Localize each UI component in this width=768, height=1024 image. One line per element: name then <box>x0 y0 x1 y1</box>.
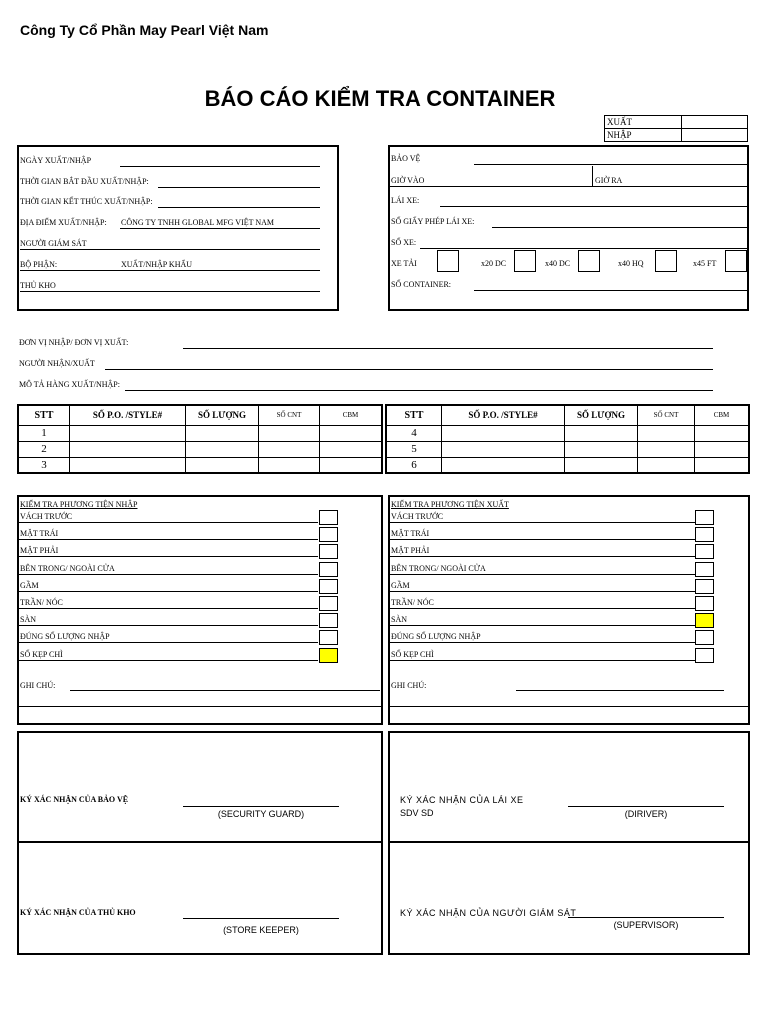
keeper-sign-label: KÝ XÁC NHẬN CỦA THỦ KHO <box>20 908 136 917</box>
description-field[interactable] <box>125 390 713 391</box>
table-row <box>18 441 382 457</box>
direction-box <box>604 115 748 142</box>
unit-label: ĐƠN VỊ NHẬP/ ĐƠN VỊ XUẤT: <box>19 338 129 347</box>
company-name: Công Ty Cổ Phần May Pearl Việt Nam <box>20 22 269 38</box>
row-stt: 5 <box>386 441 442 457</box>
keeper-sign-en: (STORE KEEPER) <box>223 925 299 935</box>
header-cnt: SỐ CNT <box>638 405 695 425</box>
checklist-item-label: MẶT PHẢI <box>20 546 59 555</box>
truck-checkbox[interactable] <box>437 250 459 272</box>
start-time-field[interactable] <box>158 187 320 188</box>
driver-field[interactable] <box>440 206 747 207</box>
po-table-right <box>385 404 750 474</box>
receiver-field[interactable] <box>105 369 713 370</box>
truck-label: XE TẢI <box>391 259 417 268</box>
divider <box>18 706 382 707</box>
row-stt: 2 <box>18 441 70 457</box>
header-stt: STT <box>18 405 70 425</box>
checklist-item-label: SÀN <box>20 615 37 624</box>
table-row <box>386 441 749 457</box>
guard-field[interactable] <box>474 164 747 165</box>
date-field[interactable] <box>120 166 320 167</box>
checklist-item-label: SỐ KẸP CHÌ <box>20 650 63 659</box>
row-stt: 1 <box>18 425 70 441</box>
po-cell[interactable] <box>70 441 186 457</box>
cnt-cell[interactable] <box>259 441 320 457</box>
qty-cell[interactable] <box>186 457 259 473</box>
cbm-cell[interactable] <box>320 457 383 473</box>
checklist-item-underline <box>18 522 318 523</box>
note-out-field[interactable] <box>516 690 724 691</box>
checklist-item-underline <box>18 608 318 609</box>
export-label: XUẤT <box>605 116 682 129</box>
supervisor-sign-label: KÝ XÁC NHẬN CỦA NGƯỜI GIÁM SÁT <box>400 908 577 918</box>
x45-checkbox[interactable] <box>725 250 747 272</box>
checklist-item-label: MẶT PHẢI <box>391 546 430 555</box>
keeper-sign-field[interactable] <box>183 918 339 919</box>
header-po: SỐ P.O. /STYLE# <box>70 405 186 425</box>
driver-label: LÁI XE: <box>391 196 420 205</box>
cbm-cell[interactable] <box>320 425 383 441</box>
checklist-item-label: ĐÚNG SỐ LƯỢNG NHẬP <box>20 632 110 641</box>
guard-sign-label: KÝ XÁC NHẬN CỦA BẢO VỆ <box>20 795 129 804</box>
qty-cell[interactable] <box>186 425 259 441</box>
inspection-in-title: KIỂM TRA PHƯƠNG TIỆN NHẬP <box>20 500 138 509</box>
checklist-checkbox[interactable] <box>319 648 338 663</box>
checklist-checkbox[interactable] <box>695 648 714 663</box>
end-time-field[interactable] <box>158 207 320 208</box>
table-row <box>18 425 382 441</box>
x20-label: x20 DC <box>481 259 507 268</box>
cbm-cell[interactable] <box>695 425 750 441</box>
export-value[interactable] <box>682 116 748 129</box>
checklist-checkbox[interactable] <box>319 596 338 611</box>
po-cell[interactable] <box>70 425 186 441</box>
checklist-item-underline <box>18 591 318 592</box>
po-cell[interactable] <box>70 457 186 473</box>
checklist-item-label: TRẦN/ NÓC <box>391 598 434 607</box>
cnt-cell[interactable] <box>259 457 320 473</box>
location-value: CÔNG TY TNHH GLOBAL MFG VIỆT NAM <box>121 218 275 227</box>
po-cell[interactable] <box>442 425 565 441</box>
checklist-item-label: SỐ KẸP CHÌ <box>391 650 434 659</box>
signature-driver-box <box>388 731 750 843</box>
checklist-item-underline <box>389 642 695 643</box>
table-row <box>386 425 749 441</box>
checklist-item-underline <box>389 625 695 626</box>
plate-field[interactable] <box>420 248 747 249</box>
table-row <box>386 457 749 473</box>
driver-sign-field[interactable] <box>568 806 724 807</box>
supervisor-sign-field[interactable] <box>568 917 724 918</box>
cnt-cell[interactable] <box>638 441 695 457</box>
inspection-out-title: KIỂM TRA PHƯƠNG TIỆN XUẤT <box>391 500 509 509</box>
checklist-item-underline <box>389 591 695 592</box>
checklist-item-underline <box>18 556 318 557</box>
location-field[interactable] <box>120 228 320 229</box>
note-in-field[interactable] <box>70 690 380 691</box>
checklist-checkbox[interactable] <box>695 596 714 611</box>
store-keeper-label: THỦ KHO <box>20 281 56 290</box>
checklist-item-label: MẶT TRÁI <box>20 529 59 538</box>
divider <box>389 186 748 187</box>
checklist-item-label: SÀN <box>391 615 408 624</box>
cbm-cell[interactable] <box>695 441 750 457</box>
x40-label: x40 DC <box>545 259 571 268</box>
license-label: SỐ GIẤY PHÉP LÁI XE: <box>391 217 475 226</box>
note-out-label: GHI CHÚ: <box>391 681 427 690</box>
x40hq-label: x40 HQ <box>618 259 644 268</box>
checklist-checkbox[interactable] <box>695 510 714 525</box>
cnt-cell[interactable] <box>638 457 695 473</box>
guard-label: BẢO VỆ <box>391 154 421 163</box>
checklist-item-underline <box>389 574 695 575</box>
checklist-item-label: TRẦN/ NÓC <box>20 598 63 607</box>
location-label: ĐỊA ĐIỂM XUẤT/NHẬP: <box>20 218 107 227</box>
po-table-left <box>17 404 383 474</box>
header-stt: STT <box>386 405 442 425</box>
container-no-label: SỐ CONTAINER: <box>391 280 452 289</box>
checklist-item-label: GẦM <box>20 581 39 590</box>
qty-cell[interactable] <box>565 425 638 441</box>
import-value[interactable] <box>682 129 748 142</box>
header-qty: SỐ LƯỢNG <box>186 405 259 425</box>
supervisor-label: NGƯỜI GIÁM SÁT <box>20 239 87 248</box>
checklist-item-label: VÁCH TRƯỚC <box>20 512 73 521</box>
container-no-field[interactable] <box>474 290 747 291</box>
x40-checkbox[interactable] <box>578 250 600 272</box>
dept-field[interactable] <box>20 270 320 271</box>
x45-label: x45 FT <box>693 259 717 268</box>
checklist-checkbox[interactable] <box>695 613 714 628</box>
header-cbm: CBM <box>695 405 750 425</box>
checklist-item-label: BÊN TRONG/ NGOÀI CỬA <box>20 564 115 573</box>
checklist-item-underline <box>389 660 695 661</box>
cnt-cell[interactable] <box>259 425 320 441</box>
checklist-item-underline <box>18 574 318 575</box>
page-title: BÁO CÁO KIỂM TRA CONTAINER <box>204 86 556 111</box>
checklist-item-label: GẦM <box>391 581 410 590</box>
checklist-checkbox[interactable] <box>695 544 714 559</box>
checklist-checkbox[interactable] <box>695 630 714 645</box>
checklist-checkbox[interactable] <box>319 613 338 628</box>
checklist-item-underline <box>18 642 318 643</box>
checklist-item-underline <box>18 660 318 661</box>
plate-label: SỐ XE: <box>391 238 417 247</box>
store-keeper-field[interactable] <box>20 291 320 292</box>
license-field[interactable] <box>492 227 747 228</box>
guard-sign-field[interactable] <box>183 806 339 807</box>
checklist-item-underline <box>389 556 695 557</box>
start-time-label: THỜI GIAN BẮT ĐẦU XUẤT/NHẬP: <box>20 177 149 186</box>
date-label: NGÀY XUẤT/NHẬP <box>20 156 92 165</box>
checklist-checkbox[interactable] <box>319 510 338 525</box>
dept-label: BỘ PHẬN: <box>20 260 58 269</box>
header-qty: SỐ LƯỢNG <box>565 405 638 425</box>
checklist-checkbox[interactable] <box>319 630 338 645</box>
signature-supervisor-box <box>388 841 750 955</box>
checklist-item-underline <box>389 539 695 540</box>
po-cell[interactable] <box>442 457 565 473</box>
row-stt: 3 <box>18 457 70 473</box>
checklist-checkbox[interactable] <box>319 544 338 559</box>
cbm-cell[interactable] <box>695 457 750 473</box>
dept-value: XUẤT/NHẬP KHẨU <box>121 260 193 269</box>
checklist-item-underline <box>389 608 695 609</box>
checklist-checkbox[interactable] <box>319 527 338 542</box>
note-in-label: GHI CHÚ: <box>20 681 56 690</box>
row-stt: 4 <box>386 425 442 441</box>
end-time-label: THỜI GIAN KẾT THÚC XUẤT/NHẬP: <box>20 197 153 206</box>
checklist-item-label: ĐÚNG SỐ LƯỢNG NHẬP <box>391 632 481 641</box>
row-stt: 6 <box>386 457 442 473</box>
cbm-cell[interactable] <box>320 441 383 457</box>
receiver-label: NGƯỜI NHẬN/XUẤT <box>19 359 95 368</box>
supervisor-field[interactable] <box>20 249 320 250</box>
po-cell[interactable] <box>442 441 565 457</box>
x40hq-checkbox[interactable] <box>655 250 677 272</box>
checklist-item-label: BÊN TRONG/ NGOÀI CỬA <box>391 564 486 573</box>
guard-sign-en: (SECURITY GUARD) <box>217 809 305 819</box>
header-po: SỐ P.O. /STYLE# <box>442 405 565 425</box>
signature-guard-box <box>17 731 383 843</box>
description-label: MÔ TẢ HÀNG XUẤT/NHẬP: <box>19 380 120 389</box>
import-label: NHẬP <box>605 129 682 142</box>
checklist-checkbox[interactable] <box>319 579 338 594</box>
divider <box>389 706 749 707</box>
header-cbm: CBM <box>320 405 383 425</box>
supervisor-sign-en: (SUPERVISOR) <box>613 920 679 930</box>
time-in-label: GIỜ VÀO <box>391 176 425 185</box>
checklist-item-label: MẶT TRÁI <box>391 529 430 538</box>
qty-cell[interactable] <box>565 441 638 457</box>
checklist-checkbox[interactable] <box>695 562 714 577</box>
checklist-item-underline <box>389 522 695 523</box>
checklist-item-label: VÁCH TRƯỚC <box>391 512 444 521</box>
signature-keeper-box <box>17 841 383 955</box>
table-row <box>18 457 382 473</box>
time-divider <box>592 166 593 186</box>
header-cnt: SỐ CNT <box>259 405 320 425</box>
unit-field[interactable] <box>183 348 713 349</box>
driver-sign-label: KÝ XÁC NHẬN CỦA LÁI XE <box>400 795 524 805</box>
checklist-checkbox[interactable] <box>319 562 338 577</box>
driver-sign-en: (DIRIVER) <box>624 809 668 819</box>
x20-checkbox[interactable] <box>514 250 536 272</box>
qty-cell[interactable] <box>565 457 638 473</box>
qty-cell[interactable] <box>186 441 259 457</box>
checklist-checkbox[interactable] <box>695 579 714 594</box>
time-out-label: GIỜ RA <box>595 176 623 185</box>
checklist-checkbox[interactable] <box>695 527 714 542</box>
checklist-item-underline <box>18 625 318 626</box>
checklist-item-underline <box>18 539 318 540</box>
driver-sign-sub: SDV SD <box>400 808 434 818</box>
cnt-cell[interactable] <box>638 425 695 441</box>
